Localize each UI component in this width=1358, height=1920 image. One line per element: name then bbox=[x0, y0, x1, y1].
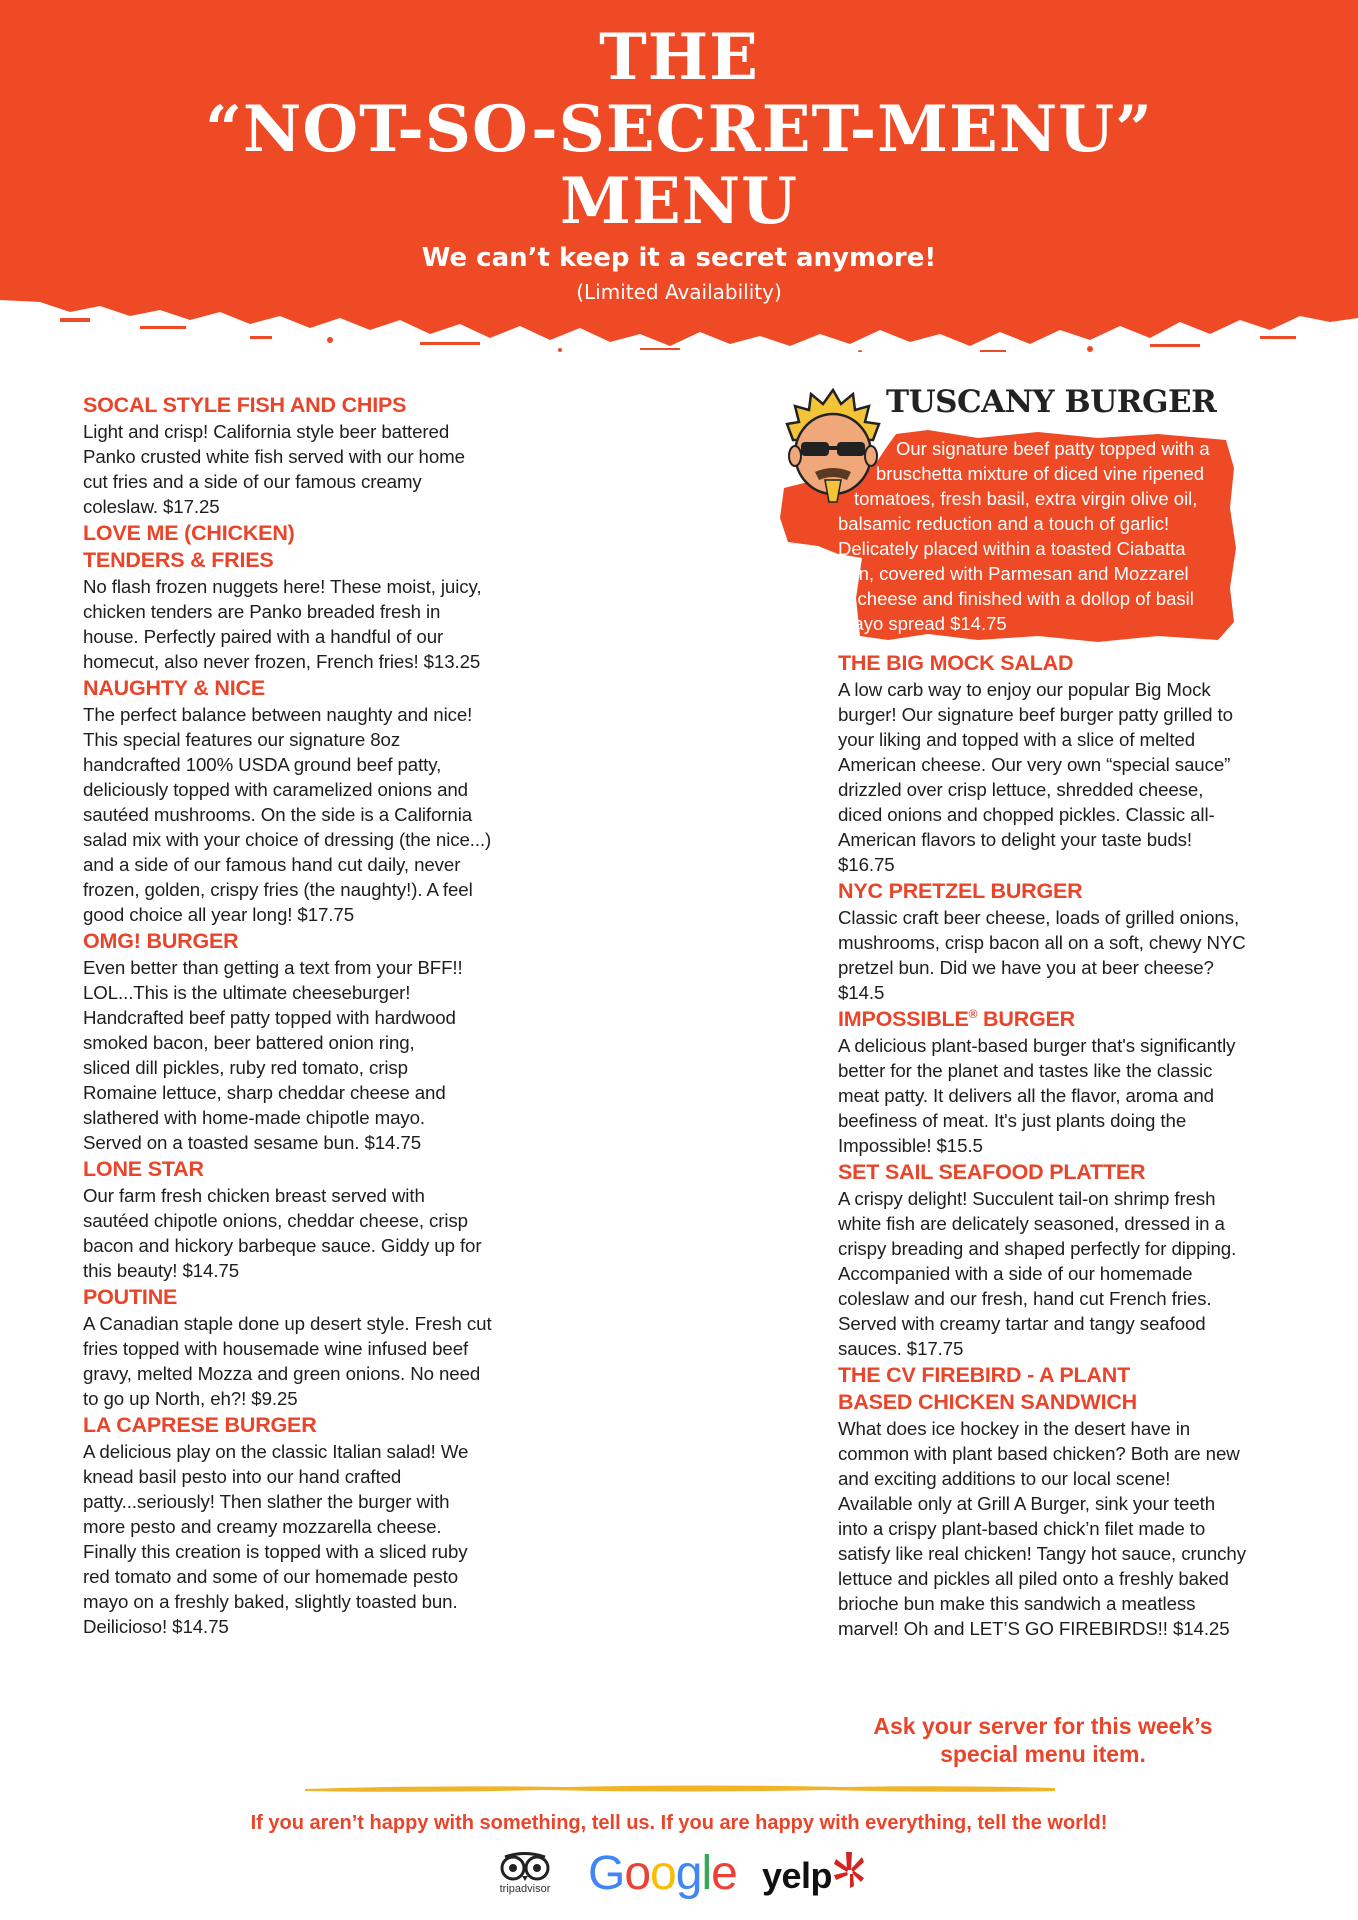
footer-divider bbox=[305, 1782, 1055, 1794]
item-name-text: IMPOSSIBLE bbox=[838, 1007, 969, 1031]
item-name: LONE STAR bbox=[83, 1157, 204, 1181]
item-description: A Canadian staple done up desert style. Fresh cut fries topped with housemade wine infused beef gravy, melted Mozza and green onions. No need to go up North, eh?! $9.25 bbox=[83, 1313, 492, 1409]
menu-item-chicken-tenders bbox=[83, 520, 493, 674]
feature-desc-line: bruschetta mixture of diced vine ripened bbox=[876, 463, 1205, 484]
item-name: SET SAIL SEAFOOD PLATTER bbox=[838, 1160, 1146, 1184]
item-name: OMG! BURGER bbox=[83, 929, 239, 953]
menu-item-omg-burger bbox=[83, 928, 493, 1155]
menu-item-seafood-platter bbox=[838, 1159, 1248, 1361]
yelp-burst-icon bbox=[832, 1850, 866, 1890]
feature-desc-line: Our signature beef patty topped with a bbox=[896, 438, 1210, 459]
menu-item-la-caprese-burger bbox=[83, 1412, 493, 1639]
menu-item-lone-star bbox=[83, 1156, 493, 1283]
feature-desc-line: balsamic reduction and a touch of garlic! bbox=[838, 513, 1170, 534]
feature-desc-line: la cheese and finished with a dollop of basil bbox=[838, 588, 1194, 609]
footer-message: If you aren’t happy with something, tell us. If you are happy with everything, tell the world! bbox=[250, 1812, 1108, 1834]
ask-server-note: Ask your server for this week’s special menu item. bbox=[873, 1713, 1213, 1767]
item-name: NAUGHTY & NICE bbox=[83, 676, 265, 700]
item-description: What does ice hockey in the desert have in common with plant based chicken? Both are new and exciting additions to our local scene! Available only at Grill A Burger, sink your teeth into a crispy plant-based chick’n filet made to satisfy like real chicken! Tangy hot sauce, crunchy lettuce and pickles all piled onto a freshly baked brioche bun make this sandwich a meatless marvel! Oh and LET’S GO FIREBIRDS!! $14.25 bbox=[838, 1418, 1246, 1639]
feature-desc-line: bun, covered with Parmesan and Mozzarel bbox=[838, 563, 1189, 584]
google-logo[interactable]: Google bbox=[588, 1847, 737, 1900]
registered-mark: ® bbox=[968, 1006, 978, 1021]
menu-item-big-mock-salad bbox=[838, 650, 1248, 877]
item-name: NYC PRETZEL BURGER bbox=[838, 879, 1083, 903]
yelp-logo[interactable] bbox=[762, 1852, 832, 1900]
menu-item-socal-fish-and-chips bbox=[83, 392, 493, 519]
title-line-2: “NOT-SO-SECRET-MENU” bbox=[205, 92, 1153, 167]
item-description: The perfect balance between naughty and nice! This special features our signature 8oz handcrafted 100% USDA ground beef patty, deliciously topped with caramelized onions and sautéed mushrooms. On the side is a California salad mix with your choice of dressing (the nice...) and a side of our famous hand cut daily, never frozen, golden, crispy fries (the naughty!). A feel good choice all year long! $17.75 bbox=[83, 704, 492, 925]
title-line-1: THE bbox=[599, 20, 759, 95]
item-description: A delicious play on the classic Italian salad! We knead basil pesto into our hand crafted patty...seriously! Then slather the burger with more pesto and creamy mozzarella cheese. Finally this creation is topped with a sliced ruby red tomato and some of our homemade pesto mayo on a freshly baked, slightly toasted bun. Deilicioso! $14.75 bbox=[83, 1441, 469, 1637]
feature-desc-line: tomatoes, fresh basil, extra virgin olive oil, bbox=[854, 488, 1198, 509]
yelp-label: yelp bbox=[762, 1855, 833, 1896]
item-description: Classic craft beer cheese, loads of grilled onions, mushrooms, crisp bacon all on a soft, chewy NYC pretzel bun. Did we have you at beer cheese? $14.5 bbox=[838, 907, 1246, 1003]
item-description: A delicious plant-based burger that's significantly better for the planet and tastes like the classic meat patty. It delivers all the flavor, aroma and beefiness of meat. It's just plants doing the Impossible! $15.5 bbox=[838, 1035, 1236, 1156]
header-banner bbox=[0, 0, 1358, 352]
item-description: Our farm fresh chicken breast served with sautéed chipotle onions, cheddar cheese, crisp bacon and hickory barbeque sauce. Giddy up for this beauty! $14.75 bbox=[83, 1185, 482, 1281]
owl-icon bbox=[495, 1852, 555, 1882]
tagline: We can’t keep it a secret anymore! bbox=[421, 243, 937, 273]
right-menu-column bbox=[838, 650, 1248, 1642]
tripadvisor-logo[interactable] bbox=[488, 1852, 562, 1902]
menu-item-impossible-burger bbox=[838, 1006, 1248, 1158]
chef-mascot-icon bbox=[781, 388, 889, 506]
item-name: THE BIG MOCK SALAD bbox=[838, 651, 1074, 675]
item-description: A crispy delight! Succulent tail-on shrimp fresh white fish are delicately seasoned, dressed in a crispy breading and shaped perfectly for dipping. Accompanied with a side of our homemade coleslaw and our fresh, hand cut French fries. Served with creamy tartar and tangy seafood sauces. $17.75 bbox=[838, 1188, 1237, 1359]
tripadvisor-label: tripadvisor bbox=[499, 1883, 551, 1895]
item-name: LA CAPRESE BURGER bbox=[83, 1413, 317, 1437]
menu-item-nyc-pretzel-burger bbox=[838, 878, 1248, 1005]
item-name: POUTINE bbox=[83, 1285, 178, 1309]
menu-item-cv-firebird bbox=[838, 1362, 1248, 1641]
menu-title bbox=[0, 22, 1358, 238]
item-description: A low carb way to enjoy our popular Big Mock burger! Our signature beef burger patty grilled to your liking and topped with a slice of melted American cheese. Our very own “special sauce” drizzled over crisp lettuce, shredded cheese, diced onions and chopped pickles. Classic all-American flavors to delight your taste buds! $16.75 bbox=[838, 679, 1233, 875]
item-name bbox=[838, 1006, 1248, 1033]
title-line-3: MENU bbox=[560, 164, 798, 239]
item-name-suffix: BURGER bbox=[977, 1007, 1076, 1031]
feature-desc-line: mayo spread $14.75 bbox=[838, 613, 1007, 634]
review-logos bbox=[0, 1846, 1358, 1906]
item-name: THE CV FIREBIRD - A PLANT BASED CHICKEN SANDWICH bbox=[838, 1363, 1137, 1414]
feature-item-name: TUSCANY BURGER bbox=[886, 384, 1217, 420]
feature-desc-line: Delicately placed within a toasted Ciabatta bbox=[838, 538, 1186, 559]
item-name: SOCAL STYLE FISH AND CHIPS bbox=[83, 393, 407, 417]
menu-item-poutine bbox=[83, 1284, 493, 1411]
menu-item-naughty-and-nice bbox=[83, 675, 493, 927]
item-description: Light and crisp! California style beer battered Panko crusted white fish served with our home cut fries and a side of our famous creamy coleslaw. $17.25 bbox=[83, 421, 465, 517]
feature-description-block bbox=[838, 436, 1274, 636]
item-description: No flash frozen nuggets here! These moist, juicy, chicken tenders are Panko breaded fresh in house. Perfectly paired with a handful of our homecut, also never frozen, French fries! $13.25 bbox=[83, 576, 482, 672]
item-name: LOVE ME (CHICKEN) TENDERS & FRIES bbox=[83, 521, 295, 572]
item-description: Even better than getting a text from your BFF!! LOL...This is the ultimate cheeseburger! Handcrafted beef patty topped with hardwood smoked bacon, beer battered onion ring, sliced dill pickles, ruby red tomato, crisp Romaine lettuce, sharp cheddar cheese and slathered with home-made chipotle mayo. Served on a toasted sesame bun. $14.75 bbox=[83, 957, 463, 1153]
left-menu-column bbox=[83, 392, 493, 1640]
availability-note: (Limited Availability) bbox=[576, 280, 782, 304]
